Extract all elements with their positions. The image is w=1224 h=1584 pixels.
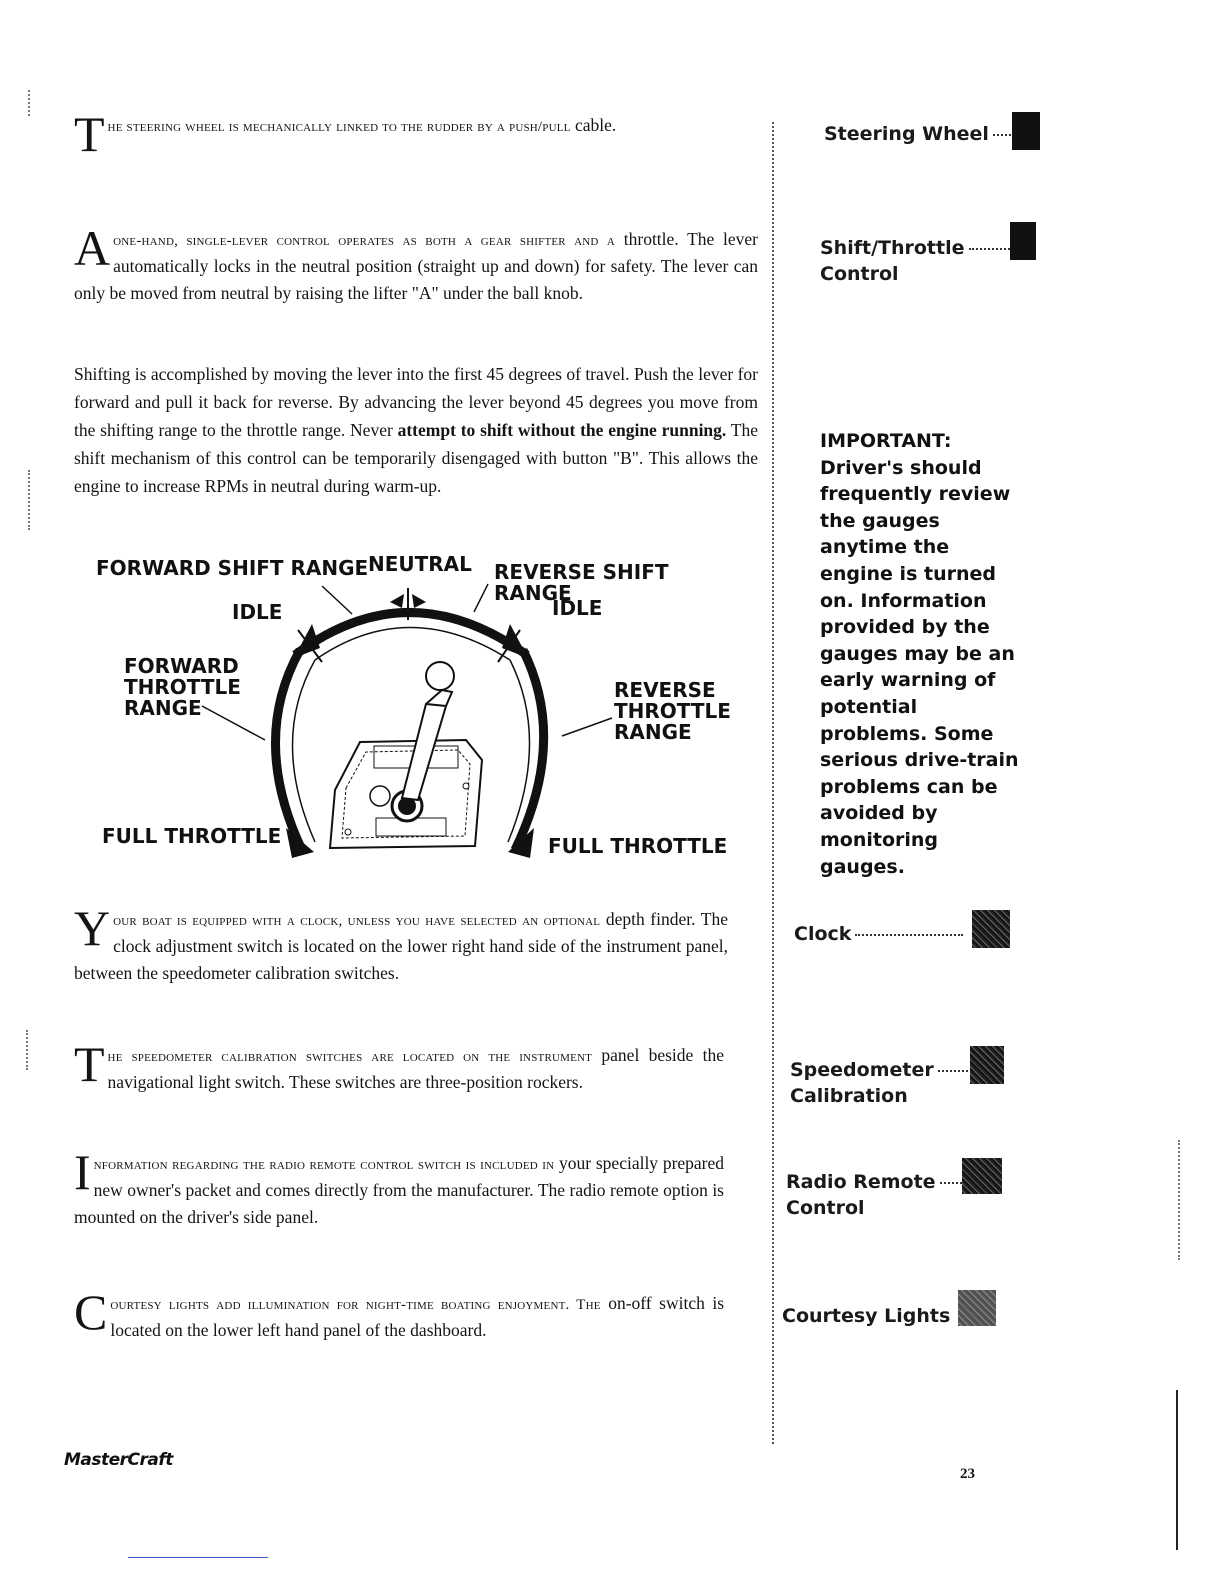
lead-in: one-hand, single-lever control operates as both a gear shifter and a	[113, 233, 616, 249]
label-reverse-shift-range: REVERSE SHIFT RANGE	[494, 560, 669, 605]
body-text: depth finder. The clock adjustment switch is located on the lower right hand side of the instrument panel, between the speedometer calibration switches.	[74, 909, 729, 984]
scan-edge-line	[1176, 1390, 1178, 1550]
drop-cap: C	[74, 1284, 108, 1340]
drop-cap: Y	[74, 900, 111, 956]
section-tab-marker	[958, 1290, 996, 1326]
sidebar-label: Clock	[794, 923, 852, 945]
label-full-throttle-left: FULL THROTTLE	[102, 824, 282, 848]
sidebar-speedometer	[790, 1058, 976, 1109]
sidebar-courtesy-lights	[782, 1304, 950, 1330]
drop-cap: I	[74, 1144, 91, 1200]
body-text: panel beside the navigational light switch. These switches are three-position rockers.	[107, 1045, 725, 1093]
label-idle-right: IDLE	[552, 596, 603, 620]
important-title: IMPORTANT:	[820, 430, 952, 452]
important-note	[820, 428, 1020, 880]
sidebar-steering-wheel	[824, 122, 1027, 148]
paragraph-shift-control	[74, 220, 758, 308]
paragraph-courtesy-lights	[74, 1284, 725, 1344]
sidebar-label: Control	[820, 262, 899, 285]
body-text: on-off switch is located on the lower left hand panel of the dashboard.	[110, 1293, 725, 1341]
paragraph-speedometer	[74, 1036, 725, 1096]
brand-logo: MasterCraft	[64, 1450, 173, 1470]
range-arc	[295, 613, 527, 656]
sidebar-label: Speedometer	[790, 1059, 934, 1081]
body-text: cable.	[574, 115, 617, 135]
body-text: The shift mechanism of this control can be temporarily disengaged with button "B". This allows the engine to increase RPMs in neutral during warm-up.	[74, 420, 758, 496]
label-forward-throttle-range: FORWARD THROTTLE RANGE	[124, 654, 241, 720]
warning-text: attempt to shift without the engine running.	[397, 420, 727, 440]
section-tab-marker	[1010, 222, 1036, 260]
sidebar-shift-throttle	[820, 236, 1021, 287]
page-number: 23	[960, 1466, 975, 1482]
paragraph-steering	[74, 106, 758, 162]
sidebar-label: Control	[786, 1196, 865, 1219]
sidebar-label: Calibration	[790, 1084, 908, 1107]
label-neutral: NEUTRAL	[368, 552, 472, 576]
body-text: your specially prepared new owner's packet and comes directly from the manufacturer. The radio remote option is mounted on the driver's side panel.	[74, 1153, 725, 1228]
column-divider	[772, 122, 774, 1444]
drop-cap: T	[74, 1036, 105, 1092]
sidebar-radio-remote	[786, 1170, 970, 1221]
footer-rule	[128, 1557, 268, 1558]
sidebar-label: Steering Wheel	[824, 123, 989, 145]
section-tab-marker	[970, 1046, 1004, 1084]
lead-in: nformation regarding the radio remote control switch is included in	[93, 1157, 555, 1173]
section-tab-marker	[972, 910, 1010, 948]
lead-in: ourtesy lights add illumination for night-time boating enjoyment. The	[110, 1297, 601, 1313]
paragraph-radio-remote	[74, 1144, 725, 1232]
scan-edge-mark	[28, 90, 30, 116]
drop-cap: A	[74, 220, 111, 276]
sidebar-label: Radio Remote	[786, 1171, 936, 1193]
lead-in: he steering wheel is mechanically linked to the rudder by a push/pull	[107, 119, 571, 135]
section-tab-marker	[962, 1158, 1002, 1194]
lead-in: he speedometer calibration switches are located on the instrument	[107, 1049, 593, 1065]
section-tab-marker	[1012, 112, 1040, 150]
scan-edge-mark	[26, 1030, 28, 1070]
scan-edge-mark	[1178, 1140, 1180, 1260]
paragraph-shifting	[74, 360, 758, 500]
body-text: throttle. The lever automatically locks in the neutral position (straight up and down) for safety. The lever can only be moved from neutral by raising the lifter "A" under the ball knob.	[74, 229, 758, 304]
shift-throttle-diagram	[90, 550, 750, 870]
label-forward-shift-range: FORWARD SHIFT RANGE	[96, 556, 369, 580]
drop-cap: T	[74, 106, 105, 162]
paragraph-clock	[74, 900, 729, 988]
label-reverse-throttle-range: REVERSE THROTTLE RANGE	[614, 678, 731, 744]
body-text: Shifting is accomplished by moving the lever into the first 45 degrees of travel. Push the lever for forward and pull it back for reverse. By advancing the lever beyond 45 degrees you move from the shifting range to the throttle range. Never	[74, 364, 758, 440]
scan-edge-mark	[28, 470, 30, 530]
sidebar-label: Shift/Throttle	[820, 237, 965, 259]
label-idle-left: IDLE	[232, 600, 283, 624]
forward-throttle-arc	[275, 650, 302, 850]
important-text: Driver's should frequently review the gauges anytime the engine is turned on. Information provided by the gauges may be an early warning of potential problems. Some serious drive-train problems can be avoided by monitoring gauges.	[820, 456, 1019, 878]
sidebar-clock	[794, 922, 963, 948]
lead-in: our boat is equipped with a clock, unless you have selected an optional	[113, 913, 601, 929]
label-full-throttle-right: FULL THROTTLE	[548, 834, 728, 858]
sidebar-label: Courtesy Lights	[782, 1305, 951, 1327]
